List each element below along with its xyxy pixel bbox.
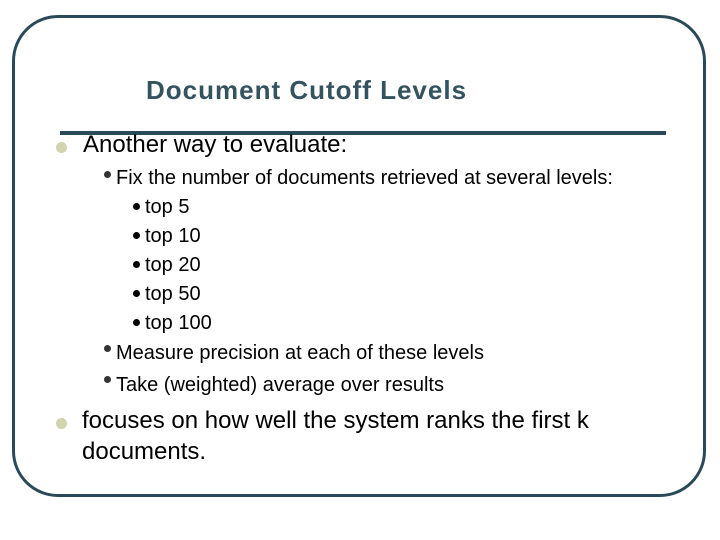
bullet-text: top 5 <box>145 196 190 218</box>
bullet-dot <box>133 232 140 239</box>
bullet-text: Another way to evaluate: <box>83 131 348 158</box>
bullet-text: top 100 <box>145 312 212 334</box>
bullet-dot <box>104 345 111 352</box>
bullet-dot <box>104 376 111 383</box>
bullet-text: Fix the number of documents retrieved at several levels: <box>116 167 613 189</box>
bullet-text: top 20 <box>145 254 201 276</box>
bullet-dot <box>133 261 140 268</box>
bullet-text: top 50 <box>145 283 201 305</box>
bullet-dot <box>133 319 140 326</box>
bullet-text: Measure precision at each of these levels <box>116 342 484 364</box>
slide-title: Document Cutoff Levels <box>146 75 468 105</box>
bullet-text: Take (weighted) average over results <box>116 374 444 396</box>
bullet-dot <box>56 418 67 429</box>
bullet-dot <box>133 203 140 210</box>
bullet-dot <box>56 142 67 153</box>
bullet-text: focuses on how well the system ranks the first k documents. <box>82 407 589 465</box>
bullet-dot <box>104 171 111 178</box>
bullet-dot <box>133 290 140 297</box>
bullet-text: top 10 <box>145 225 201 247</box>
